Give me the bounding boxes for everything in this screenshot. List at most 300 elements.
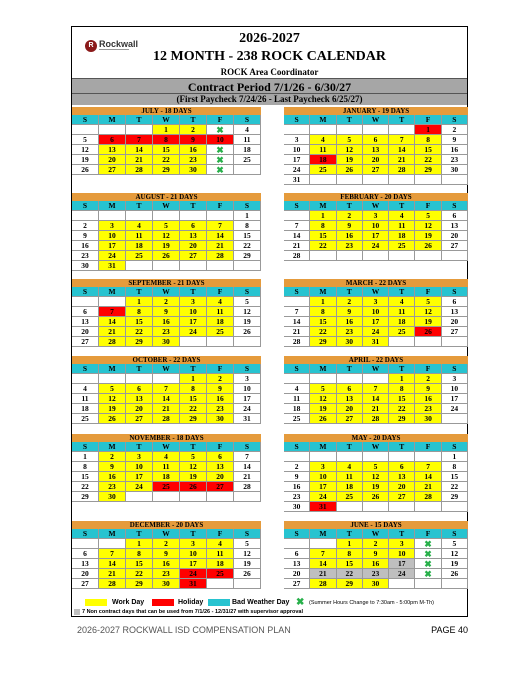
day-cell: 12 <box>99 394 126 404</box>
day-cell: 1 <box>234 211 261 221</box>
day-cell <box>126 125 153 135</box>
day-cell: 30 <box>180 165 207 175</box>
day-cell: 19 <box>310 404 336 414</box>
day-cell <box>415 337 441 347</box>
day-cell: 5 <box>99 384 126 394</box>
day-cell: 10 <box>363 221 389 231</box>
day-of-week-header: S <box>442 201 468 211</box>
day-cell: 13 <box>99 145 126 155</box>
day-of-week-header: T <box>126 529 153 539</box>
day-cell: 15 <box>126 317 153 327</box>
day-cell: 15 <box>153 145 180 155</box>
day-cell: 26 <box>442 569 468 579</box>
day-cell: 7 <box>99 307 126 317</box>
day-cell <box>207 211 234 221</box>
day-cell: 7 <box>99 549 126 559</box>
day-cell: 15 <box>310 231 336 241</box>
day-cell: 8 <box>234 221 261 231</box>
day-cell: 23 <box>442 155 468 165</box>
day-cell <box>72 211 99 221</box>
day-cell: 4 <box>207 539 234 549</box>
day-cell: 6 <box>284 549 310 559</box>
day-cell: 13 <box>72 317 99 327</box>
month-right-0 <box>284 107 468 185</box>
day-cell: 9 <box>337 221 363 231</box>
day-cell: 4 <box>234 125 261 135</box>
day-cell: 21 <box>415 482 441 492</box>
day-cell: 21 <box>99 327 126 337</box>
day-cell: 21 <box>153 404 180 414</box>
day-cell: 28 <box>284 337 310 347</box>
day-cell <box>415 452 441 462</box>
day-cell: 22 <box>153 155 180 165</box>
day-cell: 6 <box>72 307 99 317</box>
day-cell: 18 <box>310 155 336 165</box>
day-cell: 30 <box>337 337 363 347</box>
day-of-week-header: S <box>234 201 261 211</box>
day-of-week-header: T <box>126 115 153 125</box>
legend-note: 7 Non contract days that can be used from 7/1/26 - 12/31/27 with supervisor approval <box>82 609 303 615</box>
day-cell <box>99 374 126 384</box>
day-cell: 7 <box>363 384 389 394</box>
day-cell: 9 <box>153 307 180 317</box>
month-left-1 <box>72 193 261 271</box>
page-number: PAGE 40 <box>431 625 468 635</box>
day-cell <box>234 165 261 175</box>
day-cell <box>284 539 310 549</box>
day-cell: 18 <box>389 231 415 241</box>
day-cell <box>207 492 234 502</box>
day-cell: 15 <box>442 472 468 482</box>
day-cell: 17 <box>180 559 207 569</box>
day-cell: 14 <box>153 394 180 404</box>
day-of-week-header: S <box>72 287 99 297</box>
day-cell <box>363 452 389 462</box>
day-cell: 17 <box>310 482 336 492</box>
day-cell: 18 <box>337 482 363 492</box>
day-cell <box>389 337 415 347</box>
day-of-week-header: W <box>153 442 180 452</box>
day-cell <box>99 297 126 307</box>
day-cell: 16 <box>99 472 126 482</box>
day-of-week-header: M <box>310 442 336 452</box>
day-cell: 3 <box>363 211 389 221</box>
day-cell <box>337 251 363 261</box>
day-cell: 6 <box>363 135 389 145</box>
day-cell: 16 <box>337 231 363 241</box>
day-cell: 27 <box>284 579 310 589</box>
day-cell: 8 <box>72 462 99 472</box>
day-cell: 15 <box>337 559 363 569</box>
day-cell: 27 <box>180 251 207 261</box>
month-grid <box>284 364 468 424</box>
day-cell: 12 <box>337 145 363 155</box>
coordinator-title: ROCK Area Coordinator <box>220 67 319 77</box>
summer-hours-x-icon: ✖ <box>207 155 234 165</box>
day-of-week-header: S <box>442 529 468 539</box>
month-grid <box>284 115 468 185</box>
day-cell: 26 <box>234 327 261 337</box>
day-cell: 8 <box>126 307 153 317</box>
day-cell: 16 <box>415 394 441 404</box>
day-cell <box>442 337 468 347</box>
day-cell: 10 <box>284 145 310 155</box>
day-cell: 4 <box>153 452 180 462</box>
day-cell: 2 <box>442 125 468 135</box>
day-cell: 10 <box>126 462 153 472</box>
day-cell: 17 <box>180 317 207 327</box>
day-of-week-header: S <box>284 115 310 125</box>
day-cell <box>234 337 261 347</box>
day-cell: 19 <box>442 559 468 569</box>
day-of-week-header: W <box>363 115 389 125</box>
day-cell: 28 <box>415 492 441 502</box>
day-cell: 16 <box>284 482 310 492</box>
day-cell: 25 <box>284 414 310 424</box>
day-cell: 12 <box>310 394 336 404</box>
day-cell <box>72 374 99 384</box>
day-cell: 1 <box>72 452 99 462</box>
day-cell <box>310 175 336 185</box>
day-cell: 11 <box>310 145 336 155</box>
day-cell: 2 <box>180 125 207 135</box>
month-grid <box>284 201 468 261</box>
day-cell: 17 <box>284 155 310 165</box>
day-cell <box>337 125 363 135</box>
day-of-week-header: T <box>337 115 363 125</box>
day-of-week-header: S <box>442 287 468 297</box>
day-cell: 5 <box>234 539 261 549</box>
day-cell: 22 <box>126 327 153 337</box>
day-cell: 29 <box>337 579 363 589</box>
day-cell: 30 <box>415 414 441 424</box>
day-of-week-header: T <box>389 529 415 539</box>
day-cell: 22 <box>72 482 99 492</box>
day-cell: 6 <box>99 135 126 145</box>
day-cell: 13 <box>180 231 207 241</box>
day-cell: 5 <box>415 297 441 307</box>
day-cell: 30 <box>207 414 234 424</box>
month-grid <box>72 364 261 424</box>
day-cell <box>126 492 153 502</box>
day-cell: 3 <box>180 539 207 549</box>
day-of-week-header: S <box>234 115 261 125</box>
day-cell: 29 <box>153 165 180 175</box>
day-cell: 8 <box>442 462 468 472</box>
day-of-week-header: F <box>415 115 441 125</box>
day-cell: 18 <box>207 317 234 327</box>
day-cell: 27 <box>99 165 126 175</box>
bad-weather-swatch <box>208 599 230 606</box>
day-cell: 1 <box>337 539 363 549</box>
day-cell: 17 <box>442 394 468 404</box>
day-cell: 23 <box>153 569 180 579</box>
day-cell: 8 <box>389 384 415 394</box>
day-of-week-header: W <box>153 529 180 539</box>
month-right-4 <box>284 434 468 512</box>
month-title: JULY - 18 DAYS <box>72 107 261 115</box>
day-cell <box>284 211 310 221</box>
day-cell: 20 <box>72 327 99 337</box>
day-cell <box>180 492 207 502</box>
day-of-week-header: F <box>207 201 234 211</box>
day-cell: 10 <box>99 231 126 241</box>
day-cell: 21 <box>363 404 389 414</box>
day-cell: 28 <box>99 579 126 589</box>
day-cell: 14 <box>284 317 310 327</box>
day-cell: 14 <box>284 231 310 241</box>
day-cell: 3 <box>363 297 389 307</box>
day-cell: 10 <box>363 307 389 317</box>
day-cell: 25 <box>153 482 180 492</box>
day-cell: 28 <box>310 579 336 589</box>
day-cell: 6 <box>180 221 207 231</box>
day-cell: 10 <box>180 307 207 317</box>
day-cell <box>337 374 363 384</box>
day-cell: 27 <box>442 241 468 251</box>
day-cell: 5 <box>153 221 180 231</box>
day-cell: 28 <box>363 414 389 424</box>
day-cell: 24 <box>310 492 336 502</box>
day-of-week-header: S <box>284 442 310 452</box>
day-cell: 2 <box>99 452 126 462</box>
day-cell <box>310 452 336 462</box>
day-cell: 13 <box>207 462 234 472</box>
day-cell: 18 <box>284 404 310 414</box>
calendar-year: 2026-2027 <box>239 31 300 46</box>
day-cell: 29 <box>180 414 207 424</box>
day-of-week-header: W <box>153 287 180 297</box>
day-cell: 26 <box>153 251 180 261</box>
summer-hours-x-icon: ✖ <box>207 145 234 155</box>
day-cell: 14 <box>415 472 441 482</box>
day-cell <box>126 211 153 221</box>
day-cell: 5 <box>415 211 441 221</box>
day-cell <box>180 261 207 271</box>
month-title: SEPTEMBER - 21 DAYS <box>72 279 261 287</box>
day-cell: 4 <box>126 221 153 231</box>
day-cell: 13 <box>337 394 363 404</box>
day-of-week-header: S <box>284 287 310 297</box>
day-cell: 14 <box>389 145 415 155</box>
day-cell <box>72 297 99 307</box>
day-cell: 2 <box>337 297 363 307</box>
day-cell: 26 <box>310 414 336 424</box>
day-cell: 7 <box>389 135 415 145</box>
day-cell: 15 <box>72 472 99 482</box>
day-cell: 12 <box>415 221 441 231</box>
month-right-1 <box>284 193 468 261</box>
day-cell: 2 <box>153 297 180 307</box>
day-of-week-header: S <box>234 287 261 297</box>
day-cell <box>415 251 441 261</box>
day-cell: 25 <box>389 241 415 251</box>
day-cell <box>363 251 389 261</box>
day-cell: 25 <box>207 569 234 579</box>
day-of-week-header: T <box>180 115 207 125</box>
day-cell: 26 <box>99 414 126 424</box>
day-cell: 28 <box>126 165 153 175</box>
day-of-week-header: T <box>337 287 363 297</box>
day-cell: 29 <box>234 251 261 261</box>
day-cell <box>389 452 415 462</box>
day-cell <box>207 579 234 589</box>
day-cell: 17 <box>363 317 389 327</box>
day-cell: 26 <box>415 241 441 251</box>
day-cell <box>389 125 415 135</box>
day-cell <box>126 374 153 384</box>
day-cell: 4 <box>310 135 336 145</box>
day-cell: 31 <box>310 502 336 512</box>
month-title: AUGUST - 21 DAYS <box>72 193 261 201</box>
day-cell: 19 <box>415 231 441 241</box>
day-of-week-header: T <box>337 201 363 211</box>
day-of-week-header: S <box>442 442 468 452</box>
month-left-3 <box>72 356 261 424</box>
day-cell: 23 <box>363 569 389 579</box>
day-cell: 13 <box>72 559 99 569</box>
day-cell: 16 <box>72 241 99 251</box>
day-cell: 3 <box>126 452 153 462</box>
day-of-week-header: M <box>310 115 336 125</box>
day-cell: 29 <box>310 337 336 347</box>
day-cell: 27 <box>363 165 389 175</box>
day-cell: 5 <box>234 297 261 307</box>
summer-hours-x-icon: ✖ <box>296 597 305 608</box>
month-title: JUNE - 15 DAYS <box>284 521 468 529</box>
day-cell: 5 <box>442 539 468 549</box>
month-title: MAY - 20 DAYS <box>284 434 468 442</box>
day-cell: 21 <box>284 327 310 337</box>
day-of-week-header: M <box>310 529 336 539</box>
day-cell: 14 <box>99 317 126 327</box>
day-cell: 24 <box>234 404 261 414</box>
day-of-week-header: S <box>72 364 99 374</box>
day-cell: 11 <box>234 135 261 145</box>
month-title: FEBRUARY - 20 DAYS <box>284 193 468 201</box>
day-cell: 7 <box>310 549 336 559</box>
day-cell <box>389 251 415 261</box>
day-cell: 4 <box>72 384 99 394</box>
month-grid <box>72 442 261 502</box>
day-cell: 21 <box>389 155 415 165</box>
summer-hours-x-icon: ✖ <box>415 549 441 559</box>
day-cell <box>126 261 153 271</box>
day-cell <box>363 374 389 384</box>
day-of-week-header: S <box>72 442 99 452</box>
day-cell: 18 <box>389 317 415 327</box>
month-title: MARCH - 22 DAYS <box>284 279 468 287</box>
day-cell <box>153 374 180 384</box>
day-cell: 14 <box>234 462 261 472</box>
day-cell <box>363 502 389 512</box>
day-cell <box>415 579 441 589</box>
day-cell: 23 <box>207 404 234 414</box>
day-cell: 30 <box>153 579 180 589</box>
day-cell: 7 <box>126 135 153 145</box>
day-of-week-header: S <box>284 529 310 539</box>
day-cell: 8 <box>153 135 180 145</box>
day-of-week-header: T <box>180 364 207 374</box>
day-cell: 5 <box>180 452 207 462</box>
day-cell: 1 <box>389 374 415 384</box>
day-cell: 26 <box>234 569 261 579</box>
day-cell: 24 <box>442 404 468 414</box>
day-of-week-header: T <box>389 201 415 211</box>
day-cell: 20 <box>284 569 310 579</box>
day-cell: 16 <box>442 145 468 155</box>
day-cell <box>234 261 261 271</box>
day-cell: 22 <box>310 241 336 251</box>
summer-hours-x-icon: ✖ <box>415 569 441 579</box>
legend <box>72 597 467 617</box>
day-cell: 22 <box>180 404 207 414</box>
day-cell <box>284 452 310 462</box>
day-cell: 2 <box>363 539 389 549</box>
day-of-week-header: T <box>337 529 363 539</box>
day-cell: 2 <box>207 374 234 384</box>
day-cell: 15 <box>180 394 207 404</box>
day-cell: 22 <box>126 569 153 579</box>
day-of-week-header: T <box>180 529 207 539</box>
day-cell: 9 <box>415 384 441 394</box>
day-cell: 13 <box>126 394 153 404</box>
day-cell: 26 <box>72 165 99 175</box>
day-cell: 21 <box>126 155 153 165</box>
day-cell: 29 <box>442 492 468 502</box>
day-cell: 19 <box>337 155 363 165</box>
month-grid <box>284 442 468 512</box>
day-cell: 4 <box>207 297 234 307</box>
day-of-week-header: S <box>284 364 310 374</box>
day-of-week-header: S <box>234 364 261 374</box>
day-cell <box>180 337 207 347</box>
day-cell <box>99 125 126 135</box>
day-cell <box>180 211 207 221</box>
day-cell: 20 <box>99 155 126 165</box>
day-cell: 10 <box>180 549 207 559</box>
day-cell: 23 <box>99 482 126 492</box>
day-cell: 16 <box>207 394 234 404</box>
month-grid <box>284 529 468 589</box>
day-cell: 11 <box>153 462 180 472</box>
day-cell: 24 <box>284 165 310 175</box>
paycheck-dates: (First Paycheck 7/24/26 - Last Paycheck 6/25/27) <box>72 94 467 105</box>
day-cell: 30 <box>99 492 126 502</box>
day-cell: 2 <box>153 539 180 549</box>
footer-plan-title: 2026-2027 ROCKWALL ISD COMPENSATION PLAN <box>77 625 291 635</box>
day-cell: 3 <box>310 462 336 472</box>
day-cell <box>363 125 389 135</box>
calendar-header <box>72 27 467 66</box>
day-of-week-header: W <box>153 364 180 374</box>
day-cell <box>337 175 363 185</box>
day-of-week-header: T <box>126 364 153 374</box>
day-cell: 18 <box>72 404 99 414</box>
day-of-week-header: F <box>415 201 441 211</box>
summer-hours-x-icon: ✖ <box>415 539 441 549</box>
day-cell: 20 <box>442 231 468 241</box>
day-cell: 4 <box>389 211 415 221</box>
month-left-4 <box>72 434 261 502</box>
day-cell <box>310 374 336 384</box>
day-of-week-header: T <box>337 442 363 452</box>
month-right-5 <box>284 521 468 589</box>
day-of-week-header: F <box>207 364 234 374</box>
day-cell: 12 <box>234 549 261 559</box>
day-cell: 2 <box>284 462 310 472</box>
day-cell: 31 <box>284 175 310 185</box>
